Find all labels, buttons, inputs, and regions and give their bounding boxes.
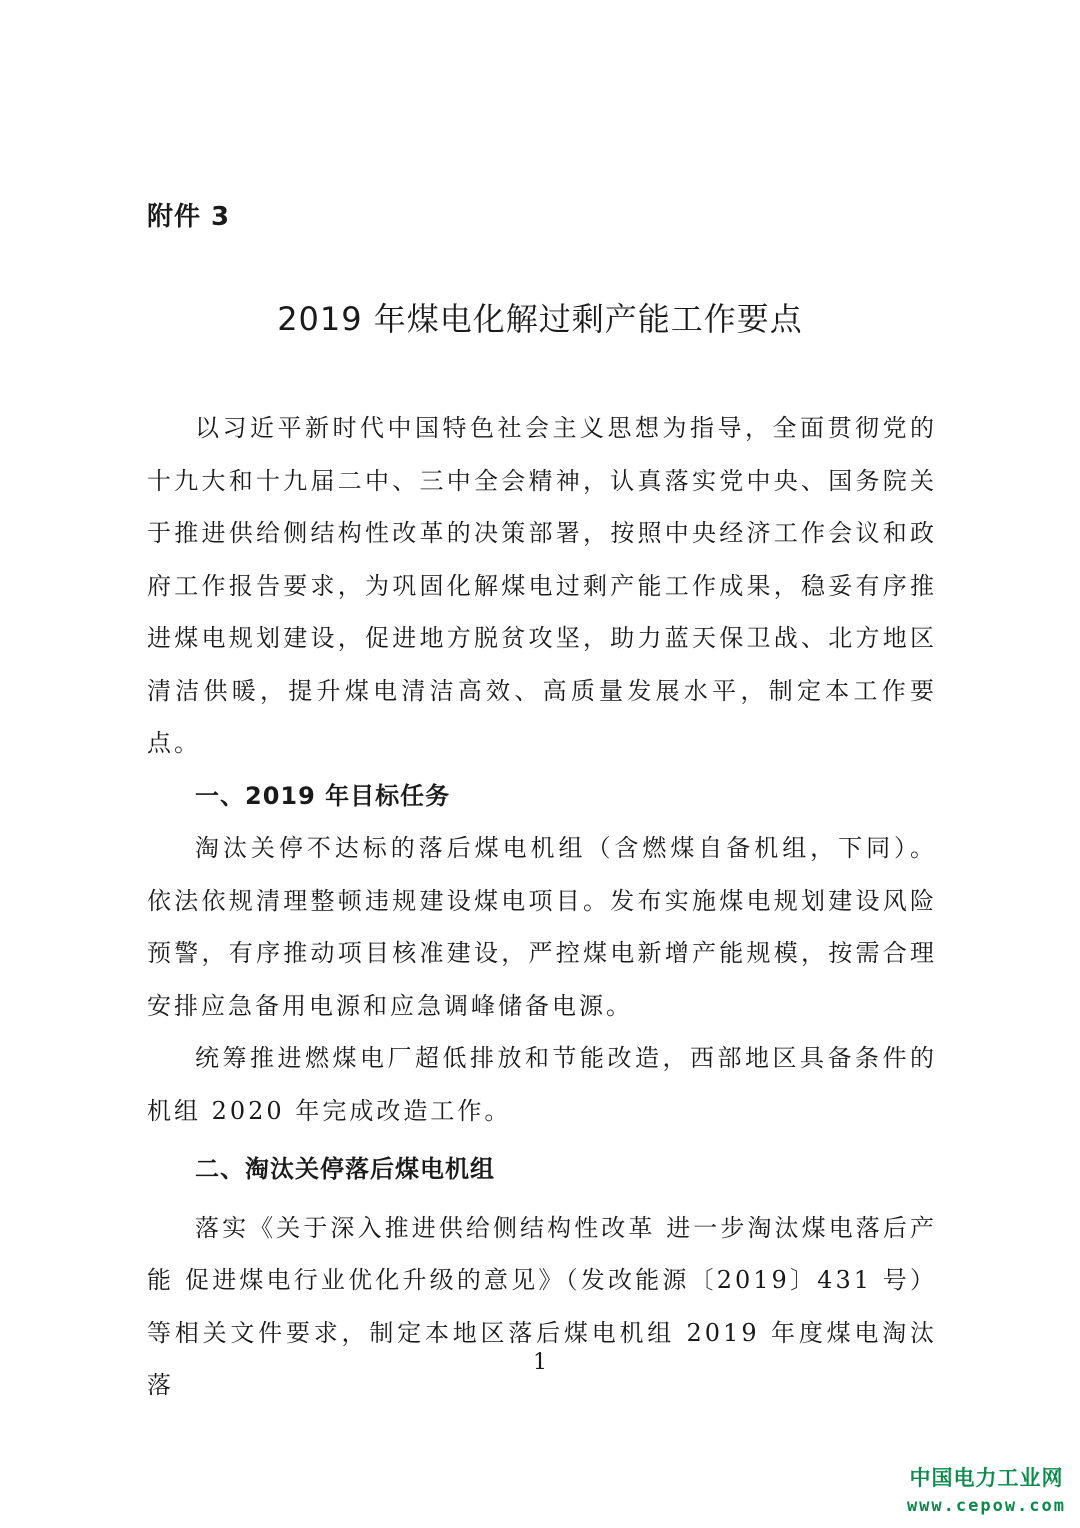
section-1-paragraph-2: 统筹推进燃煤电厂超低排放和节能改造，西部地区具备条件的机组 2020 年完成改造工作。 [147, 1044, 937, 1125]
site-watermark [907, 1462, 1066, 1516]
watermark-name: 中国电力工业网 [909, 1466, 1064, 1490]
section-1-paragraph-1: 淘汰关停不达标的落后煤电机组（含燃煤自备机组，下同）。依法依规清理整顿违规建设煤电项目。发布实施煤电规划建设风险预警，有序推动项目核准建设，严控煤电新增产能规模，按需合理安排应急备用电源和应急调峰储备电源。 [147, 834, 937, 1020]
document-body [147, 402, 937, 1412]
intro-paragraph: 以习近平新时代中国特色社会主义思想为指导，全面贯彻党的十九大和十九届二中、三中全会精神，认真落实党中央、国务院关于推进供给侧结构性改革的决策部署，按照中央经济工作会议和政府工作报告要求，为巩固化解煤电过剩产能工作成果，稳妥有序推进煤电规划建设，促进地方脱贫攻坚，助力蓝天保卫战、北方地区清洁供暖，提升煤电清洁高效、高质量发展水平，制定本工作要点。 [147, 414, 937, 757]
section-2-heading: 二、淘汰关停落后煤电机组 [195, 1155, 495, 1183]
attachment-label: 附件 3 [147, 202, 231, 232]
watermark-url: www.cepow.com [906, 1496, 1066, 1516]
section-2-paragraph-1: 落实《关于深入推进供给侧结构性改革 进一步淘汰煤电落后产能 促进煤电行业优化升级的意见》（发改能源〔2019〕431 号）等相关文件要求，制定本地区落后煤电机组 2019 年度煤电淘汰落 [147, 1213, 937, 1399]
document-title: 2019 年煤电化解过剩产能工作要点 [277, 300, 803, 338]
section-1-heading: 一、2019 年目标任务 [195, 781, 451, 810]
page-number: 1 [533, 1350, 547, 1375]
